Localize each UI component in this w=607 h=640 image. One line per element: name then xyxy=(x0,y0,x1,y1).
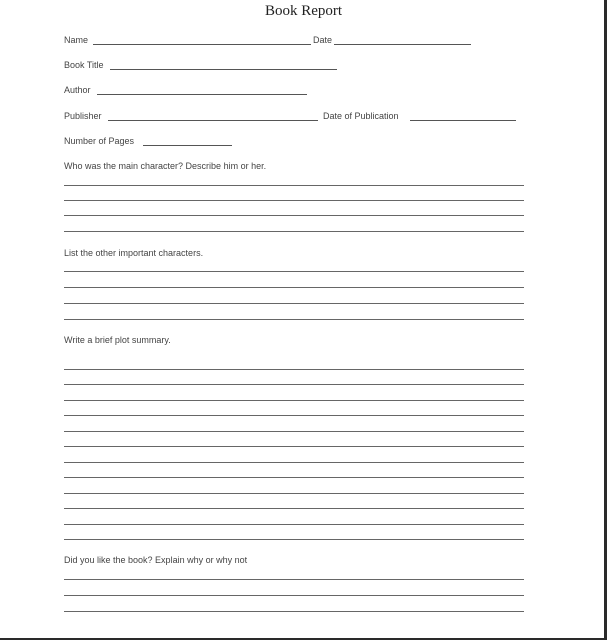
book-title-field[interactable] xyxy=(110,69,337,70)
answer-line[interactable] xyxy=(64,303,524,304)
date-label: Date xyxy=(313,35,333,45)
answer-line[interactable] xyxy=(64,369,524,370)
answer-line[interactable] xyxy=(64,319,524,320)
plot-summary-question: Write a brief plot summary. xyxy=(64,335,171,345)
answer-line[interactable] xyxy=(64,185,524,186)
answer-line[interactable] xyxy=(64,493,524,494)
publisher-label: Publisher xyxy=(64,111,102,121)
answer-line[interactable] xyxy=(64,539,524,540)
author-label: Author xyxy=(64,85,91,95)
answer-line[interactable] xyxy=(64,477,524,478)
number-of-pages-field[interactable] xyxy=(143,145,232,146)
answer-line[interactable] xyxy=(64,508,524,509)
answer-line[interactable] xyxy=(64,462,524,463)
date-of-publication-label: Date of Publication xyxy=(323,111,399,121)
opinion-question: Did you like the book? Explain why or why not xyxy=(64,555,248,565)
answer-line[interactable] xyxy=(64,384,524,385)
answer-line[interactable] xyxy=(64,271,524,272)
name-field[interactable] xyxy=(93,44,311,45)
page-title: Book Report xyxy=(264,3,343,19)
answer-line[interactable] xyxy=(64,524,524,525)
book-title-label: Book Title xyxy=(64,60,104,70)
answer-line[interactable] xyxy=(64,415,524,416)
answer-line[interactable] xyxy=(64,595,524,596)
answer-line[interactable] xyxy=(64,200,524,201)
answer-line[interactable] xyxy=(64,579,524,580)
answer-line[interactable] xyxy=(64,400,524,401)
answer-line[interactable] xyxy=(64,611,524,612)
other-characters-question: List the other important characters. xyxy=(64,248,204,258)
name-label: Name xyxy=(64,35,89,45)
author-field[interactable] xyxy=(97,94,307,95)
date-of-publication-field[interactable] xyxy=(410,120,516,121)
main-character-question: Who was the main character? Describe him or her. xyxy=(64,161,267,171)
answer-line[interactable] xyxy=(64,215,524,216)
publisher-field[interactable] xyxy=(108,120,318,121)
date-field[interactable] xyxy=(334,44,471,45)
answer-line[interactable] xyxy=(64,231,524,232)
answer-line[interactable] xyxy=(64,287,524,288)
answer-line[interactable] xyxy=(64,446,524,447)
number-of-pages-label: Number of Pages xyxy=(64,136,135,146)
answer-line[interactable] xyxy=(64,431,524,432)
